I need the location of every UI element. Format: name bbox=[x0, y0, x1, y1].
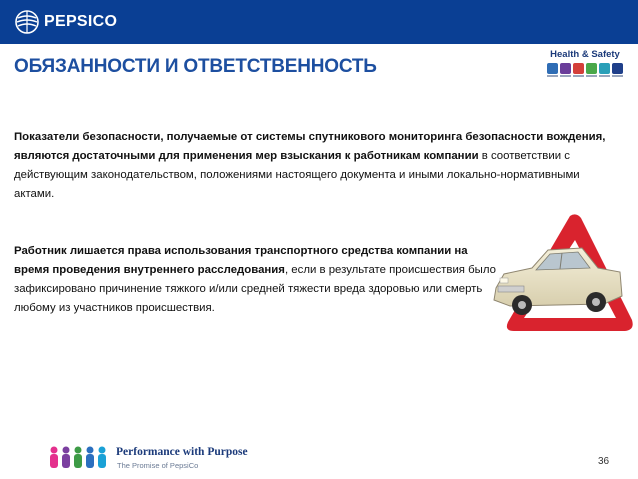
paragraph-1-bold: Показатели безопасности, получаемые от системы спутникового мониторинга безопасности вождения, являются достаточными для применения мер взыскания к работникам компании bbox=[14, 131, 606, 162]
paragraph-1 bbox=[14, 128, 614, 204]
hs-icon-3 bbox=[573, 63, 584, 74]
hs-icon-1 bbox=[547, 63, 558, 74]
hs-icon-captions bbox=[540, 75, 630, 77]
performance-people-icon bbox=[47, 444, 111, 470]
footer-tagline: Performance with Purpose bbox=[116, 446, 248, 458]
paragraph-2-normal: , если в результате происшествия было зафиксировано причинение тяжкого и/или средней тяжести вреда здоровью или смерть любому из участников происшествия. bbox=[14, 264, 496, 314]
footer-subtagline: The Promise of PepsiCo bbox=[117, 461, 199, 470]
hs-icon-4 bbox=[586, 63, 597, 74]
header-bar bbox=[0, 0, 638, 44]
pepsi-globe-icon bbox=[14, 9, 40, 35]
page-number: 36 bbox=[598, 456, 610, 467]
page-title: ОБЯЗАННОСТИ И ОТВЕТСТВЕННОСТЬ bbox=[14, 56, 377, 77]
hs-icon-2 bbox=[560, 63, 571, 74]
badge-title: Health & Safety bbox=[550, 49, 620, 60]
pepsico-logo bbox=[14, 9, 117, 35]
warning-sign-car-icon bbox=[486, 210, 636, 342]
brand-name: PEPSICO bbox=[44, 13, 118, 30]
paragraph-1-normal: в соответствии с действующим законодательством, положениями настоящего документа и иными локально-нормативными актами. bbox=[14, 150, 580, 200]
health-safety-badge bbox=[540, 49, 630, 85]
paragraph-2-bold: Работник лишается права использования транспортного средства компании на время проведения внутреннего расследования bbox=[14, 245, 468, 276]
hs-icon-6 bbox=[612, 63, 623, 74]
paragraph-2 bbox=[14, 242, 499, 318]
hs-icon-5 bbox=[599, 63, 610, 74]
health-safety-icon-row bbox=[540, 63, 630, 74]
